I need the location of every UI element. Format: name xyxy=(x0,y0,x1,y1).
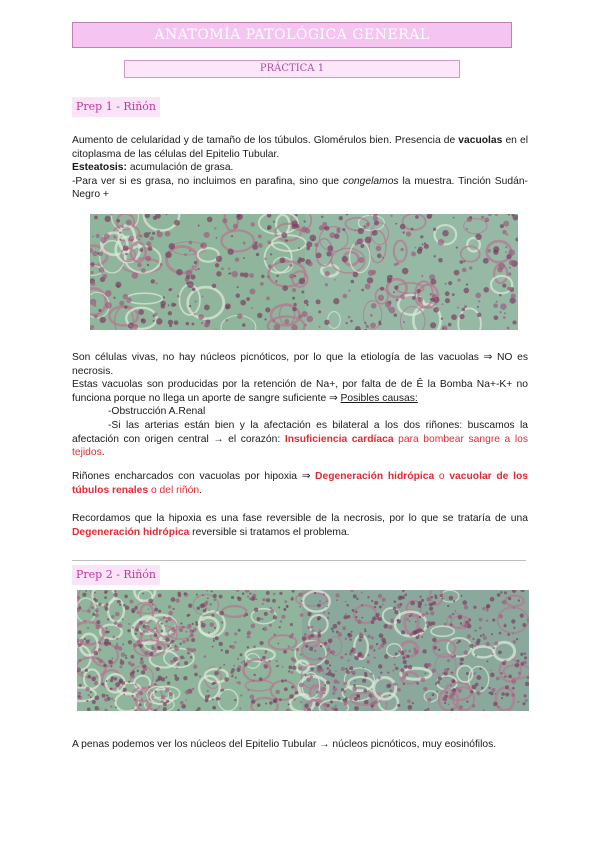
prep1-paragraph-3 xyxy=(72,470,528,497)
practica-label: PRÁCTICA 1 xyxy=(124,60,460,78)
section-divider xyxy=(72,560,526,561)
text-run: la muestra. Tinción Sudán-Negro + xyxy=(72,175,528,201)
micrograph-prep1 xyxy=(90,214,518,330)
vacuolas-bold: vacuolas xyxy=(458,135,503,146)
prep2-heading: Prep 2 - Riñón xyxy=(72,565,160,585)
prep1-heading: Prep 1 - Riñón xyxy=(72,97,160,117)
prep1-paragraph-2 xyxy=(72,351,528,405)
text-run: -Si las arterias están bien y la afectación es bilateral a los dos riñones: buscamos la afectación con origen central → el corazón: xyxy=(72,420,528,445)
text-run: Riñones encharcados con vacuolas por hipoxia ⇒ xyxy=(72,471,316,482)
micrograph-prep2 xyxy=(77,590,529,711)
text-run: Aumento de celularidad y de tamaño de los túbulos. Glomérulos bien. Presencia de xyxy=(72,135,459,146)
text-run: Estas vacuolas son producidas por la retención de Na+, por falta de de Ê la Bomba Na+-K+ no funciona porque no llega un aporte de sangre suficiente ⇒ xyxy=(72,379,528,404)
text-run: . xyxy=(199,484,202,496)
text-run: Recordamos que la hipoxia es una fase reversible de la necrosis, por lo que se trataría de una xyxy=(72,513,528,524)
text-run: acumulación de grasa. xyxy=(126,162,234,174)
prep1-paragraph-1 xyxy=(72,134,528,202)
micrograph-prep2-image xyxy=(77,590,529,711)
prep1-cause-1 xyxy=(72,405,564,419)
prep2-paragraph-1 xyxy=(72,738,528,752)
prep1-cause-2 xyxy=(72,419,528,460)
red-text-run: para bombear sangre a los tejidos xyxy=(72,433,528,459)
posibles-causas-underlined: Posibles causas: xyxy=(340,392,418,404)
insuficiencia-cardiaca-highlight: Insuficiencia cardíaca xyxy=(284,433,394,445)
text-run: -Obstrucción A.Renal xyxy=(108,406,206,417)
red-text-run: o xyxy=(434,471,450,482)
text-run: A penas podemos ver los núcleos del Epitelio Tubular → núcleos picnóticos, muy eosinófilos. xyxy=(72,739,497,750)
red-text-run: o del riñón xyxy=(148,484,200,496)
degeneracion-hidropica-highlight: Degeneración hidrópica xyxy=(72,526,190,538)
text-run: en el citoplasma de las células del Epitelio Tubular. xyxy=(72,135,528,160)
degeneracion-hidropica-highlight: Degeneración hidrópica xyxy=(315,471,435,482)
micrograph-prep1-image xyxy=(90,214,518,330)
esteatosis-bold: Esteatosis: xyxy=(72,162,127,174)
text-run: -Para ver si es grasa, no incluimos en parafina, sino que xyxy=(72,175,344,187)
prep1-paragraph-4 xyxy=(72,512,528,539)
vacuolar-tubulos-highlight: vacuolar de los túbulos renales xyxy=(72,471,528,496)
text-run: Son células vivas, no hay núcleos picnóticos, por lo que la etiología de las vacuolas ⇒ NO es necrosis. xyxy=(72,352,528,377)
document-title: ANATOMÍA PATOLÓGICA GENERAL xyxy=(72,22,512,48)
text-run: reversible si tratamos el problema. xyxy=(189,526,350,538)
text-run: . xyxy=(101,447,105,459)
congelamos-italic: congelamos xyxy=(343,175,399,187)
